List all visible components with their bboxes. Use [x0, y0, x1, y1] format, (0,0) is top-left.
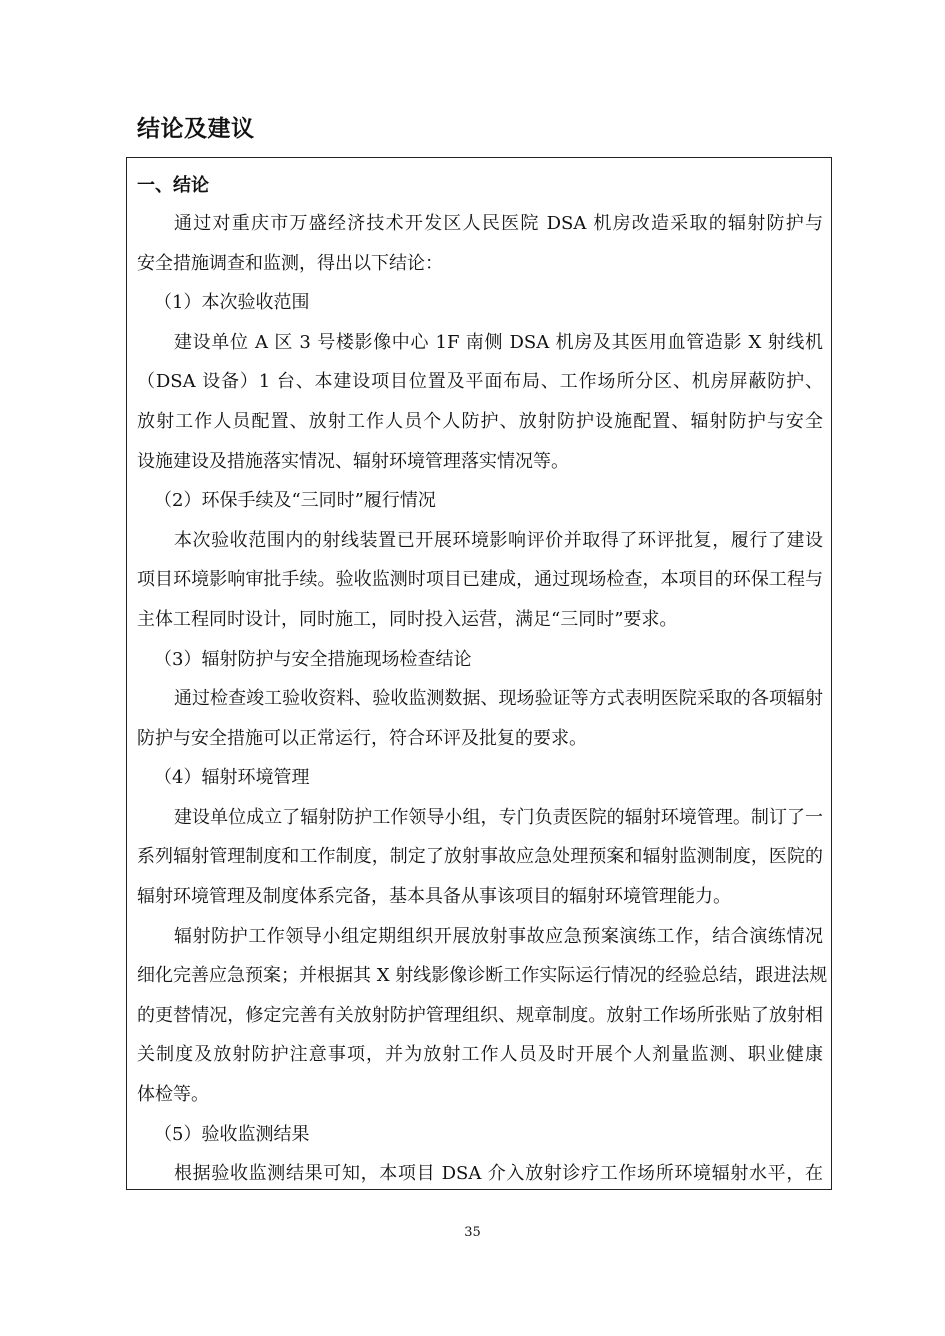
paragraph-line: 通过对重庆市万盛经济技术开发区人民医院 DSA 机房改造采取的辐射防护与: [174, 213, 823, 234]
paragraph-line: （DSA 设备）1 台、本建设项目位置及平面布局、工作场所分区、机房屏蔽防护、: [137, 371, 823, 392]
page-title: 结论及建议: [137, 116, 255, 142]
page-number: 35: [464, 1225, 481, 1240]
section-heading: 一、结论: [137, 175, 209, 196]
paragraph-line: 细化完善应急预案；并根据其 X 射线影像诊断工作实际运行情况的经验总结，跟进法规: [137, 965, 828, 986]
paragraph-line: 关制度及放射防护注意事项，并为放射工作人员及时开展个人剂量监测、职业健康: [137, 1044, 823, 1065]
paragraph-line: 建设单位成立了辐射防护工作领导小组，专门负责医院的辐射环境管理。制订了一: [174, 807, 823, 828]
paragraph-line: 辐射防护工作领导小组定期组织开展放射事故应急预案演练工作，结合演练情况: [174, 926, 823, 947]
paragraph-line: 防护与安全措施可以正常运行，符合环评及批复的要求。: [137, 728, 587, 749]
paragraph-line: 通过检查竣工验收资料、验收监测数据、现场验证等方式表明医院采取的各项辐射: [174, 688, 823, 709]
paragraph-line: 体检等。: [137, 1084, 209, 1105]
paragraph-line: 设施建设及措施落实情况、辐射环境管理落实情况等。: [137, 451, 569, 472]
paragraph-line: 本次验收范围内的射线装置已开展环境影响评价并取得了环评批复，履行了建设: [174, 530, 823, 551]
paragraph-line: 安全措施调查和监测，得出以下结论：: [137, 253, 443, 274]
item-label: （3）辐射防护与安全措施现场检查结论: [154, 649, 472, 670]
content-box: [126, 157, 832, 1190]
paragraph-line: 的更替情况，修定完善有关放射防护管理组织、规章制度。放射工作场所张贴了放射相: [137, 1005, 823, 1026]
item-label: （5）验收监测结果: [154, 1124, 310, 1145]
item-label: （1）本次验收范围: [154, 292, 310, 313]
paragraph-line: 放射工作人员配置、放射工作人员个人防护、放射防护设施配置、辐射防护与安全: [137, 411, 823, 432]
paragraph-line: 项目环境影响审批手续。验收监测时项目已建成，通过现场检查，本项目的环保工程与: [137, 569, 823, 590]
paragraph-line: 系列辐射管理制度和工作制度，制定了放射事故应急处理预案和辐射监测制度，医院的: [137, 846, 823, 867]
paragraph-line: 辐射环境管理及制度体系完备，基本具备从事该项目的辐射环境管理能力。: [137, 886, 731, 907]
item-label: （4）辐射环境管理: [154, 767, 310, 788]
item-label: （2）环保手续及“三同时”履行情况: [154, 490, 436, 511]
paragraph-line: 根据验收监测结果可知，本项目 DSA 介入放射诊疗工作场所环境辐射水平，在: [174, 1163, 823, 1184]
paragraph-line: 主体工程同时设计，同时施工，同时投入运营，满足“三同时”要求。: [137, 609, 678, 630]
paragraph-line: 建设单位 A 区 3 号楼影像中心 1F 南侧 DSA 机房及其医用血管造影 X 射线机: [174, 332, 823, 353]
